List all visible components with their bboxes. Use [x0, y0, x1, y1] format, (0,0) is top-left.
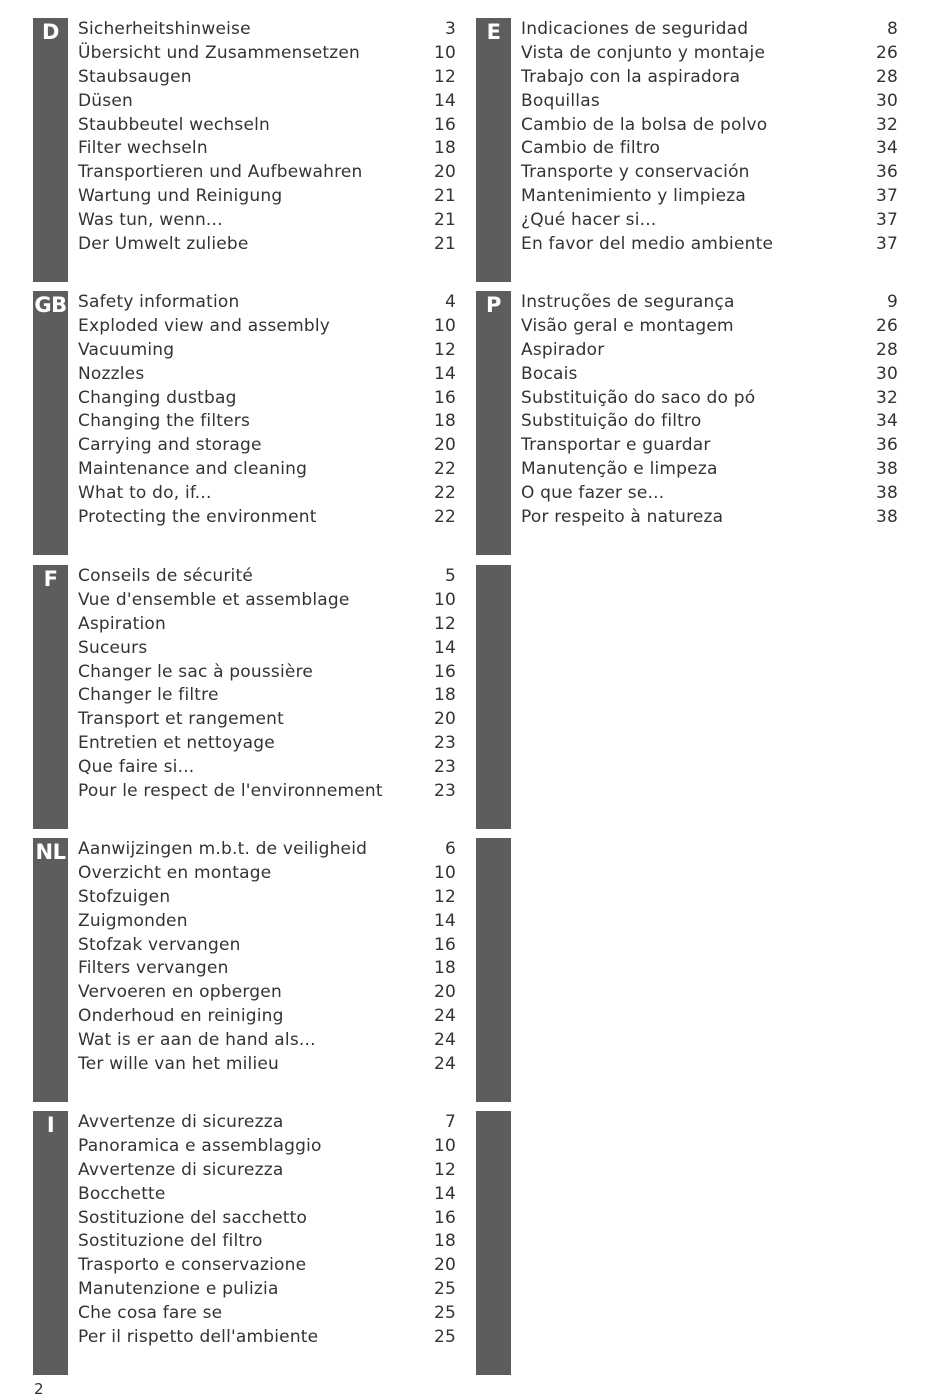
entry-title: Changer le sac à poussière [78, 661, 314, 682]
entry-page: 7 [444, 1112, 456, 1132]
toc-entry [78, 910, 458, 934]
language-bar [476, 18, 511, 282]
entry-title: Manutenzione e pulizia [78, 1279, 279, 1300]
entry-page: 12 [433, 1159, 456, 1180]
toc-entry [78, 185, 458, 209]
entry-page: 12 [433, 886, 456, 907]
toc-entry [521, 506, 900, 530]
language-bar [476, 565, 511, 829]
toc-entry [78, 233, 458, 257]
entry-page: 22 [433, 483, 456, 504]
entry-page: 14 [433, 1183, 456, 1204]
entry-page: 10 [433, 862, 456, 883]
entry-page: 18 [433, 685, 456, 706]
toc-entry [78, 886, 458, 910]
toc-section-i [33, 1111, 458, 1375]
entry-title: Indicaciones de seguridad [521, 19, 749, 39]
entry-title: Düsen [78, 90, 133, 111]
entry-page: 37 [875, 234, 898, 255]
entry-title: Safety information [78, 292, 240, 312]
entry-title: Zuigmonden [78, 910, 188, 931]
toc-entry [78, 1278, 458, 1302]
entry-title: Ter wille van het milieu [78, 1054, 280, 1075]
entry-title: Per il rispetto dell'ambiente [78, 1327, 319, 1348]
entry-page: 24 [433, 1030, 456, 1051]
entry-title: Transport et rangement [78, 709, 284, 730]
entry-page: 12 [433, 613, 456, 634]
entry-page: 23 [433, 781, 456, 802]
toc-entry [78, 434, 458, 458]
entry-title: Transportieren und Aufbewahren [78, 162, 363, 183]
entry-title: Cambio de la bolsa de polvo [521, 114, 768, 135]
entry-title: Transportar e guardar [521, 435, 711, 456]
toc-entry [78, 613, 458, 637]
entry-title: Sicherheitshinweise [78, 19, 251, 39]
toc-entry [78, 684, 458, 708]
entry-title: Overzicht en montage [78, 862, 272, 883]
entry-page: 16 [433, 387, 456, 408]
toc-entry [78, 66, 458, 90]
toc-entry [78, 315, 458, 339]
toc-section-p [476, 291, 900, 555]
entry-page: 16 [433, 934, 456, 955]
toc-entry [78, 291, 458, 315]
entry-page: 20 [433, 162, 456, 183]
toc-entry [78, 161, 458, 185]
toc-list [78, 291, 458, 530]
entry-page: 18 [433, 411, 456, 432]
toc-entry [78, 957, 458, 981]
entry-page: 25 [433, 1279, 456, 1300]
entry-title: Aspiration [78, 613, 166, 634]
toc-section-d [33, 18, 458, 282]
entry-title: O que fazer se... [521, 483, 665, 504]
entry-title: Substituição do saco do pó [521, 387, 756, 408]
empty-section-bar [476, 565, 900, 829]
toc-entry [78, 862, 458, 886]
entry-page: 18 [433, 138, 456, 159]
toc-entry [78, 838, 458, 862]
entry-page: 18 [433, 1231, 456, 1252]
toc-entry [78, 637, 458, 661]
toc-list [521, 18, 900, 257]
entry-page: 26 [875, 42, 898, 63]
language-code: I [46, 1113, 55, 1137]
toc-entry [521, 363, 900, 387]
toc-list [78, 838, 458, 1077]
entry-title: Pour le respect de l'environnement [78, 781, 383, 802]
entry-title: Panoramica e assemblaggio [78, 1135, 322, 1156]
entry-page: 32 [875, 387, 898, 408]
entry-title: Wat is er aan de hand als... [78, 1030, 316, 1051]
toc-entry [521, 482, 900, 506]
toc-entry [521, 90, 900, 114]
entry-title: Filter wechseln [78, 138, 208, 159]
toc-entry [78, 708, 458, 732]
entry-title: Avvertenze di sicurezza [78, 1159, 284, 1180]
entry-page: 28 [875, 339, 898, 360]
entry-page: 10 [433, 589, 456, 610]
entry-page: 14 [433, 910, 456, 931]
toc-entry [78, 387, 458, 411]
entry-page: 10 [433, 315, 456, 336]
page-number: 2 [34, 1380, 44, 1398]
entry-page: 23 [433, 757, 456, 778]
entry-title: Der Umwelt zuliebe [78, 234, 249, 255]
toc-entry [78, 756, 458, 780]
entry-page: 24 [433, 1006, 456, 1027]
toc-entry [521, 233, 900, 257]
toc-entry [78, 458, 458, 482]
language-code: NL [35, 840, 66, 864]
entry-title: Stofzuigen [78, 886, 171, 907]
entry-page: 37 [875, 210, 898, 231]
toc-entry [78, 1326, 458, 1350]
entry-title: Sostituzione del sacchetto [78, 1207, 308, 1228]
entry-title: Stofzak vervangen [78, 934, 241, 955]
entry-title: Maintenance and cleaning [78, 459, 308, 480]
entry-page: 20 [433, 709, 456, 730]
entry-title: Staubsaugen [78, 66, 192, 87]
entry-title: Vue d'ensemble et assemblage [78, 589, 350, 610]
toc-entry [78, 482, 458, 506]
entry-title: Was tun, wenn... [78, 210, 223, 231]
entry-page: 21 [433, 186, 456, 207]
entry-page: 21 [433, 234, 456, 255]
toc-entry [521, 18, 900, 42]
entry-page: 20 [433, 435, 456, 456]
entry-page: 26 [875, 315, 898, 336]
entry-page: 6 [444, 839, 456, 859]
toc-entry [78, 1111, 458, 1135]
language-bar [33, 838, 68, 1102]
entry-page: 25 [433, 1327, 456, 1348]
entry-page: 16 [433, 1207, 456, 1228]
entry-title: Manutenção e limpeza [521, 459, 718, 480]
toc-entry [78, 1183, 458, 1207]
entry-page: 38 [875, 483, 898, 504]
toc-entry [78, 661, 458, 685]
toc-entry [78, 780, 458, 804]
toc-list [78, 1111, 458, 1350]
empty-section-bar [476, 1111, 900, 1375]
toc-entry [521, 185, 900, 209]
entry-title: Aanwijzingen m.b.t. de veiligheid [78, 839, 368, 859]
toc-entry [78, 339, 458, 363]
entry-page: 38 [875, 459, 898, 480]
entry-title: Que faire si... [78, 757, 195, 778]
toc-entry [78, 1207, 458, 1231]
toc-entry [521, 434, 900, 458]
entry-title: Trasporto e conservazione [78, 1255, 307, 1276]
entry-page: 10 [433, 1135, 456, 1156]
entry-title: Changer le filtre [78, 685, 219, 706]
toc-entry [78, 1053, 458, 1077]
toc-entry [521, 339, 900, 363]
entry-page: 14 [433, 90, 456, 111]
entry-title: Visão geral e montagem [521, 315, 734, 336]
toc-entry [521, 410, 900, 434]
entry-page: 20 [433, 1255, 456, 1276]
entry-title: Übersicht und Zusammensetzen [78, 42, 360, 63]
entry-page: 37 [875, 186, 898, 207]
toc-list [521, 291, 900, 530]
toc-entry [78, 1254, 458, 1278]
entry-title: Mantenimiento y limpieza [521, 186, 747, 207]
toc-entry [78, 114, 458, 138]
toc-entry [78, 732, 458, 756]
toc-entry [78, 137, 458, 161]
entry-title: Bocchette [78, 1183, 166, 1204]
entry-page: 16 [433, 114, 456, 135]
language-code: D [42, 20, 59, 44]
toc-entry [78, 1029, 458, 1053]
entry-title: Exploded view and assembly [78, 315, 331, 336]
entry-title: Avvertenze di sicurezza [78, 1112, 284, 1132]
toc-entry [78, 90, 458, 114]
entry-title: What to do, if... [78, 483, 212, 504]
toc-section-nl [33, 838, 458, 1102]
entry-page: 34 [875, 138, 898, 159]
language-code: GB [34, 293, 67, 317]
entry-title: Vervoeren en opbergen [78, 982, 282, 1003]
entry-title: Trabajo con la aspiradora [521, 66, 741, 87]
entry-page: 24 [433, 1054, 456, 1075]
toc-entry [78, 1135, 458, 1159]
entry-title: Protecting the environment [78, 507, 317, 528]
toc-entry [521, 315, 900, 339]
entry-title: Changing the filters [78, 411, 251, 432]
language-bar [476, 838, 511, 1102]
entry-page: 36 [875, 435, 898, 456]
entry-page: 32 [875, 114, 898, 135]
language-bar [33, 565, 68, 829]
entry-title: Nozzles [78, 363, 145, 384]
entry-title: Carrying and storage [78, 435, 262, 456]
toc-list [78, 565, 458, 804]
entry-title: Sostituzione del filtro [78, 1231, 263, 1252]
entry-page: 23 [433, 733, 456, 754]
entry-title: Por respeito à natureza [521, 507, 724, 528]
toc-entry [521, 137, 900, 161]
entry-page: 3 [444, 19, 456, 39]
empty-section-bar [476, 838, 900, 1102]
entry-page: 14 [433, 637, 456, 658]
entry-page: 21 [433, 210, 456, 231]
entry-title: Changing dustbag [78, 387, 237, 408]
language-bar [476, 291, 511, 555]
toc-entry [78, 42, 458, 66]
entry-title: Staubbeutel wechseln [78, 114, 271, 135]
toc-entry [521, 66, 900, 90]
language-bar [33, 18, 68, 282]
toc-entry [521, 458, 900, 482]
toc-entry [521, 209, 900, 233]
toc-entry [78, 1302, 458, 1326]
entry-title: Instruções de segurança [521, 292, 735, 312]
entry-page: 20 [433, 982, 456, 1003]
toc-section-gb [33, 291, 458, 555]
entry-title: Vacuuming [78, 339, 175, 360]
entry-page: 14 [433, 363, 456, 384]
toc-entry [78, 981, 458, 1005]
entry-title: Che cosa fare se [78, 1303, 223, 1324]
language-bar [33, 1111, 68, 1375]
entry-title: ¿Qué hacer si... [521, 210, 657, 231]
toc-entry [78, 1159, 458, 1183]
entry-title: Onderhoud en reiniging [78, 1006, 284, 1027]
entry-page: 30 [875, 363, 898, 384]
toc-entry [78, 565, 458, 589]
toc-entry [78, 410, 458, 434]
entry-title: Aspirador [521, 339, 605, 360]
toc-entry [78, 1230, 458, 1254]
entry-page: 9 [886, 292, 898, 312]
toc-entry [78, 934, 458, 958]
entry-page: 12 [433, 339, 456, 360]
entry-title: En favor del medio ambiente [521, 234, 774, 255]
entry-page: 16 [433, 661, 456, 682]
toc-entry [521, 42, 900, 66]
language-code: F [43, 567, 58, 591]
toc-section-f [33, 565, 458, 829]
entry-title: Wartung und Reinigung [78, 186, 283, 207]
entry-title: Vista de conjunto y montaje [521, 42, 766, 63]
entry-page: 22 [433, 507, 456, 528]
entry-title: Filters vervangen [78, 958, 229, 979]
entry-title: Substituição do filtro [521, 411, 702, 432]
entry-page: 5 [444, 566, 456, 586]
entry-page: 38 [875, 507, 898, 528]
entry-title: Boquillas [521, 90, 600, 111]
toc-entry [78, 589, 458, 613]
entry-title: Entretien et nettoyage [78, 733, 275, 754]
toc-list [78, 18, 458, 257]
language-bar [476, 1111, 511, 1375]
entry-page: 22 [433, 459, 456, 480]
language-bar [33, 291, 68, 555]
entry-page: 25 [433, 1303, 456, 1324]
entry-title: Suceurs [78, 637, 148, 658]
toc-entry [521, 114, 900, 138]
entry-title: Cambio de filtro [521, 138, 661, 159]
entry-page: 36 [875, 162, 898, 183]
toc-entry [78, 363, 458, 387]
entry-title: Bocais [521, 363, 578, 384]
toc-section-e [476, 18, 900, 282]
toc-entry [521, 291, 900, 315]
entry-page: 18 [433, 958, 456, 979]
entry-title: Conseils de sécurité [78, 566, 253, 586]
entry-page: 8 [886, 19, 898, 39]
toc-entry [78, 209, 458, 233]
language-code: P [486, 293, 501, 317]
entry-page: 28 [875, 66, 898, 87]
toc-entry [78, 18, 458, 42]
entry-page: 4 [444, 292, 456, 312]
toc-entry [78, 506, 458, 530]
entry-page: 30 [875, 90, 898, 111]
entry-page: 10 [433, 42, 456, 63]
language-code: E [486, 20, 501, 44]
toc-entry [521, 161, 900, 185]
entry-page: 12 [433, 66, 456, 87]
entry-page: 34 [875, 411, 898, 432]
toc-entry [78, 1005, 458, 1029]
entry-title: Transporte y conservación [521, 162, 750, 183]
toc-entry [521, 387, 900, 411]
